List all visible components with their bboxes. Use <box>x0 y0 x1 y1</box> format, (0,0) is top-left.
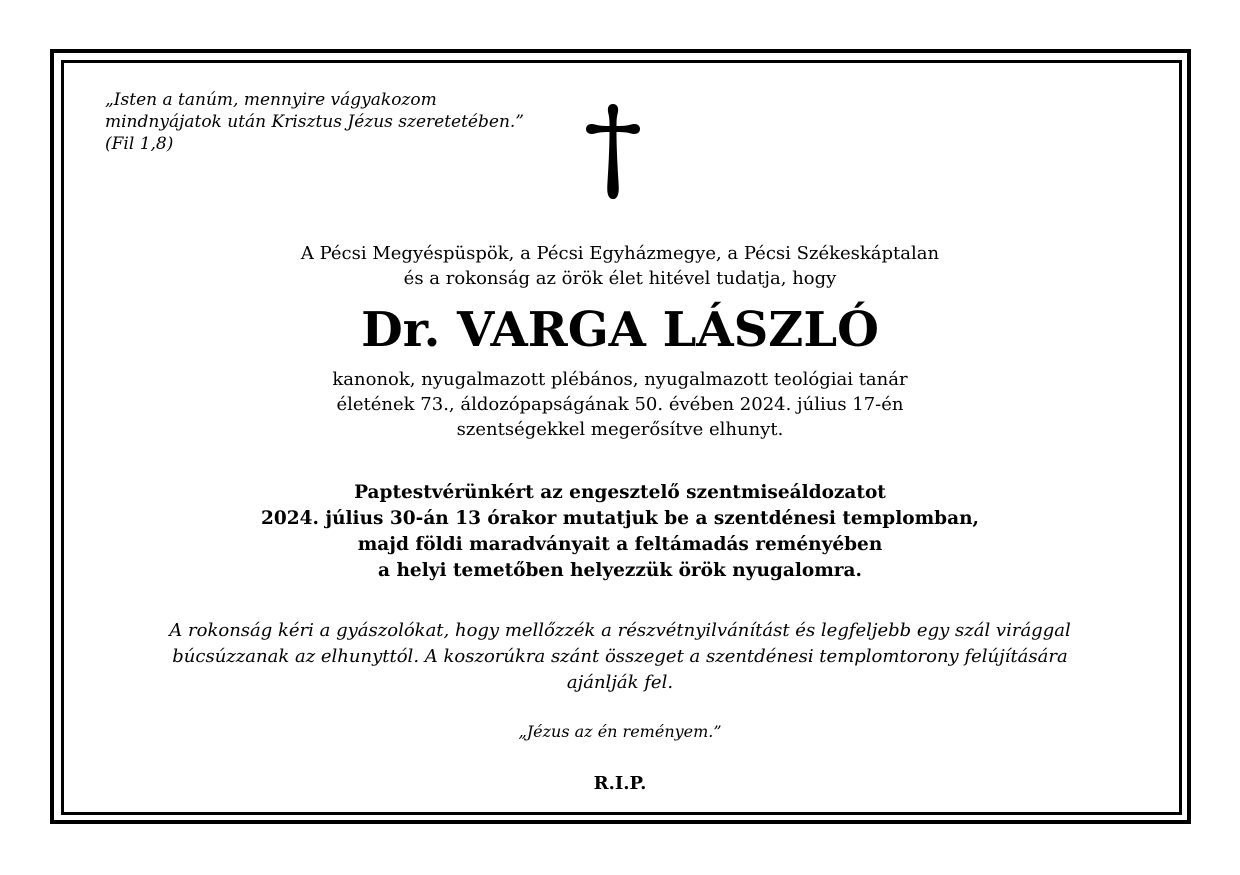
deceased-details <box>100 367 1140 442</box>
mass-line: Paptestvérünkért az engesztelő szentmiseáldozatot <box>354 482 886 503</box>
funeral-mass-notice <box>100 480 1140 584</box>
details-line: szentségekkel megerősítve elhunyt. <box>456 419 784 440</box>
rip-text: R.I.P. <box>593 773 647 794</box>
announcement-line: és a rokonság az örök élet hitével tudatja, hogy <box>403 268 837 289</box>
latin-cross-icon <box>580 100 646 202</box>
epigraph-line: „Isten a tanúm, mennyire vágyakozom <box>105 90 437 110</box>
request-line: búcsúzzanak az elhunyttól. A koszorúkra szánt összeget a szentdénesi templomtorony felújítására <box>172 646 1068 667</box>
epigraph-line: mindnyájatok után Krisztus Jézus szeretetében.” <box>105 112 524 132</box>
details-line: kanonok, nyugalmazott plébános, nyugalmazott teológiai tanár <box>332 369 908 390</box>
mass-line: 2024. július 30-án 13 órakor mutatjuk be a szentdénesi templomban, <box>261 508 979 529</box>
epigraph-quote <box>105 89 585 155</box>
epigraph-reference: (Fil 1,8) <box>105 134 174 154</box>
family-request <box>100 618 1140 696</box>
mass-line: a helyi temetőben helyezzük örök nyugalomra. <box>378 560 862 581</box>
details-line: életének 73., áldozópapságának 50. évében 2024. július 17-én <box>336 394 904 415</box>
deceased-name: Dr. VARGA LÁSZLÓ <box>361 302 879 358</box>
announcement-text <box>100 241 1140 291</box>
request-line: A rokonság kéri a gyászolókat, hogy mellőzzék a részvétnyilvánítást és legfeljebb egy szál virággal <box>169 620 1071 641</box>
request-line: ajánlják fel. <box>566 672 674 693</box>
closing-quote: „Jézus az én reményem.” <box>518 722 722 741</box>
mass-line: majd földi maradványait a feltámadás reményében <box>357 534 883 555</box>
announcement-line: A Pécsi Megyéspüspök, a Pécsi Egyházmegye, a Pécsi Székeskáptalan <box>300 243 940 264</box>
